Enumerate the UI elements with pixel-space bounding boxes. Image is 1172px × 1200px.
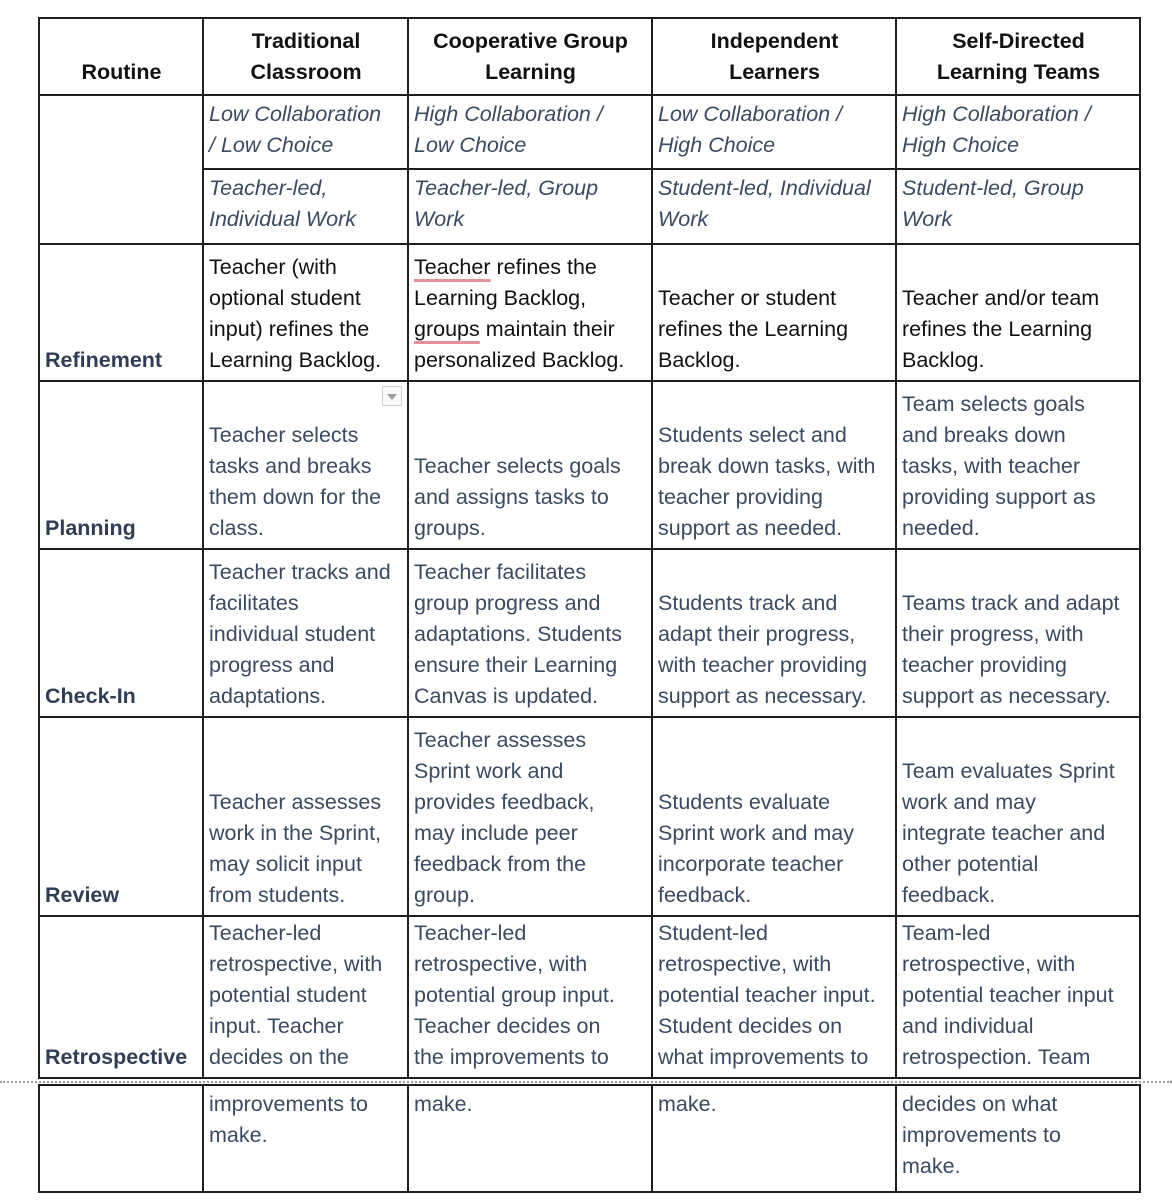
header-cooperative-label: Cooperative Group Learning [433, 29, 628, 84]
refinement-row [39, 244, 1140, 381]
page-break-line [0, 1081, 1172, 1083]
header-independent-learners [652, 18, 896, 95]
row-label-review: Review [39, 717, 203, 916]
header-independent-label: Independent Learners [710, 29, 839, 84]
empty-cell [39, 95, 203, 244]
header-selfdirected-label: Self-Directed Learning Teams [936, 29, 1101, 84]
leadership-selfdirected: Student-led, Group Work [896, 169, 1140, 244]
row-label-refinement: Refinement [39, 244, 203, 381]
review-traditional: Teacher assesses work in the Sprint, may solicit input from students. [203, 717, 408, 916]
review-cooperative: Teacher assesses Sprint work and provides feedback, may include peer feedback from the group. [408, 717, 652, 916]
row-label-planning: Planning [39, 381, 203, 549]
header-self-directed-learning-teams [896, 18, 1140, 95]
retrospective-traditional: Teacher-led retrospective, with potential student input. Teacher decides on the [203, 916, 408, 1078]
planning-cooperative: Teacher selects goals and assigns tasks to groups. [408, 381, 652, 549]
collaboration-row [39, 95, 1140, 169]
retrospective-selfdirected: Team-led retrospective, with potential teacher input and individual retrospection. Team [896, 916, 1140, 1078]
refinement-selfdirected: Teacher and/or team refines the Learning Backlog. [896, 244, 1140, 381]
planning-traditional: Teacher selects tasks and breaks them down for the class. [203, 381, 408, 549]
planning-row [39, 381, 1140, 549]
spellcheck-word-teacher[interactable]: Teacher [414, 255, 491, 279]
refinement-cooperative-text-3: maintain their personalized Backlog. [414, 317, 625, 372]
checkin-selfdirected: Teams track and adapt their progress, with teacher providing support as necessary. [896, 549, 1140, 717]
review-row [39, 717, 1140, 916]
refinement-cooperative-text-1: refines the Learning Backlog, [414, 255, 597, 310]
row-label-retrospective: Retrospective [39, 916, 203, 1078]
continuation-row [39, 1085, 1140, 1192]
continuation-traditional: improvements to make. [203, 1085, 408, 1192]
refinement-cooperative [408, 244, 652, 381]
checkin-independent: Students track and adapt their progress, with teacher providing support as necessary. [652, 549, 896, 717]
routines-table [38, 17, 1141, 1079]
header-traditional-classroom [203, 18, 408, 95]
retrospective-row [39, 916, 1140, 1078]
header-traditional-label: Traditional Classroom [250, 29, 362, 84]
collaboration-selfdirected: High Collaboration / High Choice [896, 95, 1140, 169]
refinement-independent: Teacher or student refines the Learning Backlog. [652, 244, 896, 381]
leadership-independent: Student-led, Individual Work [652, 169, 896, 244]
header-cooperative-group-learning [408, 18, 652, 95]
collaboration-traditional: Low Collaboration / Low Choice [203, 95, 408, 169]
continuation-cooperative: make. [408, 1085, 652, 1192]
planning-independent: Students select and break down tasks, with teacher providing support as needed. [652, 381, 896, 549]
planning-selfdirected: Team selects goals and breaks down tasks, with teacher providing support as needed. [896, 381, 1140, 549]
retrospective-cooperative: Teacher-led retrospective, with potential group input. Teacher decides on the improvements to [408, 916, 652, 1078]
routines-table-continuation [38, 1084, 1141, 1193]
continuation-selfdirected: decides on what improvements to make. [896, 1085, 1140, 1192]
cell-dropdown-icon[interactable] [382, 386, 402, 406]
continuation-empty-cell [39, 1085, 203, 1192]
leadership-cooperative: Teacher-led, Group Work [408, 169, 652, 244]
review-selfdirected: Team evaluates Sprint work and may integrate teacher and other potential feedback. [896, 717, 1140, 916]
checkin-cooperative: Teacher facilitates group progress and adaptations. Students ensure their Learning Canvas is updated. [408, 549, 652, 717]
leadership-row [39, 169, 1140, 244]
collaboration-cooperative: High Collaboration / Low Choice [408, 95, 652, 169]
checkin-traditional: Teacher tracks and facilitates individual student progress and adaptations. [203, 549, 408, 717]
header-row [39, 18, 1140, 95]
header-routine: Routine [39, 18, 203, 95]
retrospective-independent: Student-led retrospective, with potential teacher input. Student decides on what improvements to [652, 916, 896, 1078]
leadership-traditional: Teacher-led, Individual Work [203, 169, 408, 244]
continuation-independent: make. [652, 1085, 896, 1192]
review-independent: Students evaluate Sprint work and may incorporate teacher feedback. [652, 717, 896, 916]
row-label-check-in: Check-In [39, 549, 203, 717]
spellcheck-word-groups[interactable]: groups [414, 317, 480, 341]
refinement-traditional: Teacher (with optional student input) refines the Learning Backlog. [203, 244, 408, 381]
collaboration-independent: Low Collaboration / High Choice [652, 95, 896, 169]
checkin-row [39, 549, 1140, 717]
